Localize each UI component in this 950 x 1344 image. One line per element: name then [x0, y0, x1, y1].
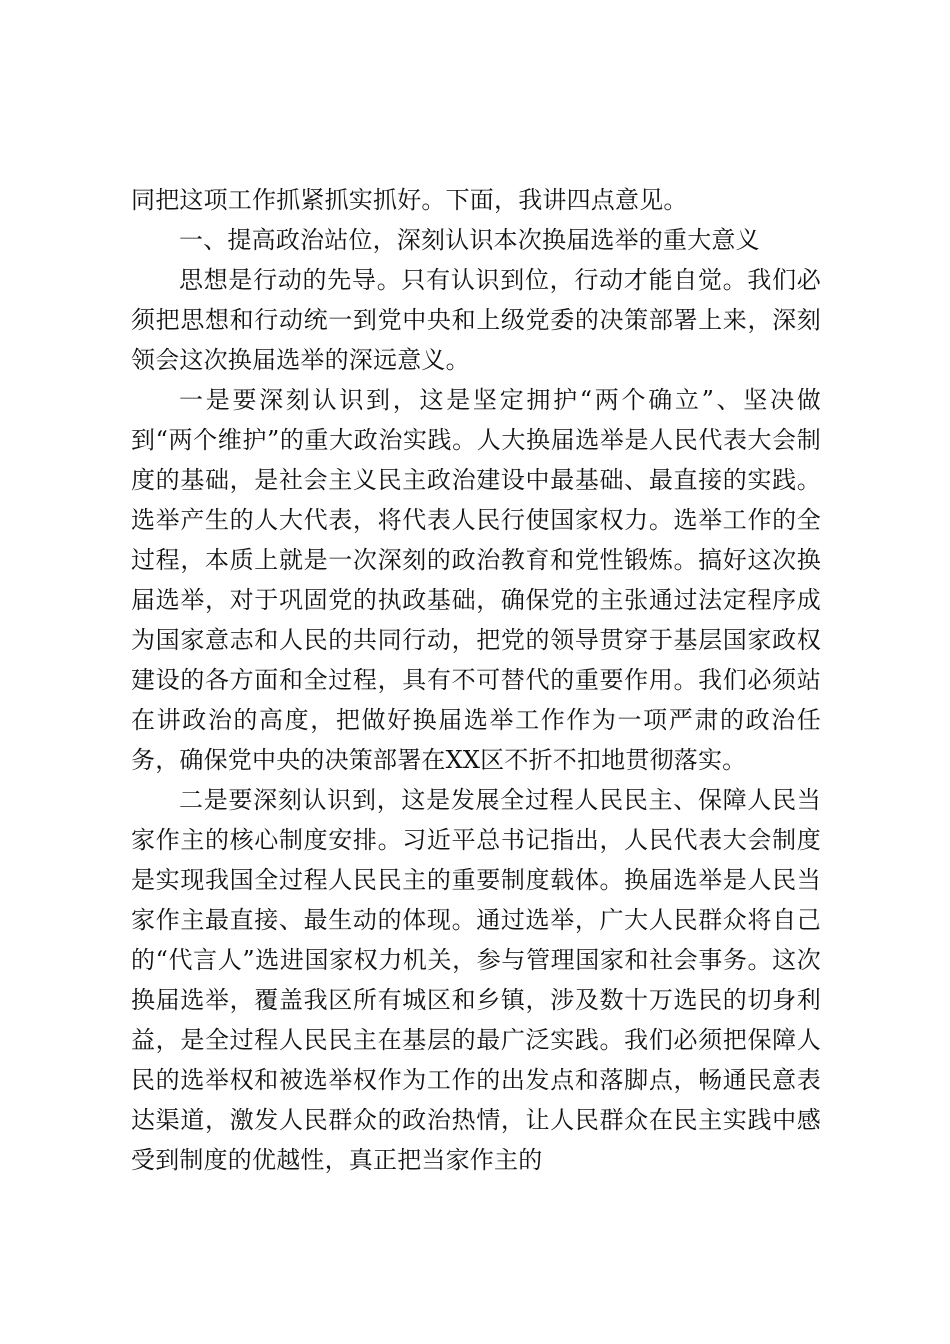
document-body	[131, 180, 821, 1180]
paragraph-intro: 思想是行动的先导。只有认识到位，行动才能自觉。我们必须把思想和行动统一到党中央和上级党委的决策部署上来，深刻领会这次换届选举的深远意义。	[131, 266, 821, 374]
paragraph-continuation: 同把这项工作抓紧抓实抓好。下面，我讲四点意见。	[131, 186, 688, 214]
paragraph-point-two: 二是要深刻认识到，这是发展全过程人民民主、保障人民当家作主的核心制度安排。习近平总书记指出，人民代表大会制度是实现我国全过程人民民主的重要制度载体。换届选举是人民当家作主最直接、最生动的体现。通过选举，广大人民群众将自己的“代言人”选进国家权力机关，参与管理国家和社会事务。这次换届选举，覆盖我区所有城区和乡镇，涉及数十万选民的切身利益，是全过程人民民主在基层的最广泛实践。我们必须把保障人民的选举权和被选举权作为工作的出发点和落脚点，畅通民意表达渠道，激发人民群众的政治热情，让人民群众在民主实践中感受到制度的优越性，真正把当家作主的	[131, 786, 821, 1174]
section-heading: 一、提高政治站位，深刻认识本次换届选举的重大意义	[179, 226, 760, 254]
paragraph-point-one: 一是要深刻认识到，这是坚定拥护“两个确立”、坚决做到“两个维护”的重大政治实践。人大换届选举是人民代表大会制度的基础，是社会主义民主政治建设中最基础、最直接的实践。选举产生的人大代表，将代表人民行使国家权力。选举工作的全过程，本质上就是一次深刻的政治教育和党性锻炼。搞好这次换届选举，对于巩固党的执政基础，确保党的主张通过法定程序成为国家意志和人民的共同行动，把党的领导贯穿于基层国家政权建设的各方面和全过程，具有不可替代的重要作用。我们必须站在讲政治的高度，把做好换届选举工作作为一项严肃的政治任务，确保党中央的决策部署在XX区不折不扣地贯彻落实。	[131, 386, 821, 774]
